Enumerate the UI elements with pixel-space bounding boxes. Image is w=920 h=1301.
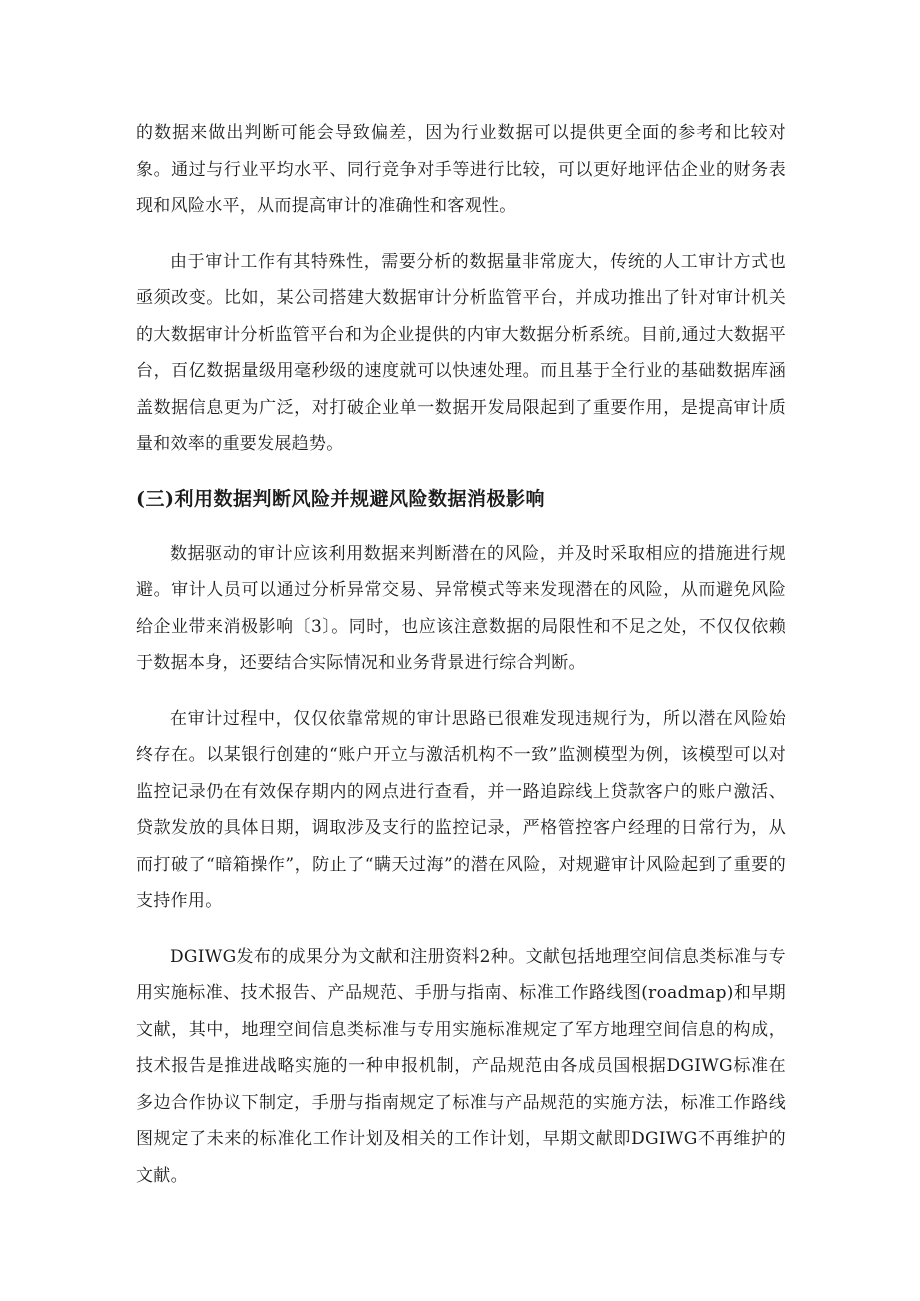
document-body: [136, 115, 786, 1194]
paragraph-risk-judgment: 数据驱动的审计应该利用数据来判断潜在的风险，并及时采取相应的措施进行规避。审计人员可以通过分析异常交易、异常模式等来发现潜在的风险，从而避免风险给企业带来消极影响〔3〕。同时，也应该注意数据的局限性和不足之处，不仅仅依赖于数据本身，还要结合实际情况和业务背景进行综合判断。: [136, 543, 786, 673]
paragraph-continued: 的数据来做出判断可能会导致偏差，因为行业数据可以提供更全面的参考和比较对象。通过与行业平均水平、同行竞争对手等进行比较，可以更好地评估企业的财务表现和风险水平，从而提高审计的准确性和客观性。: [136, 123, 786, 216]
paragraph-dgiwg: DGIWG发布的成果分为文献和注册资料2种。文献包括地理空间信息类标准与专用实施标准、技术报告、产品规范、手册与指南、标准工作路线图(roadmap)和早期文献，其中，地理空间信息类标准与专用实施标准规定了军方地理空间信息的构成，技术报告是推进战略实施的一种申报机制，产品规范由各成员国根据DGIWG标准在多边合作协议下制定，手册与指南规定了标准与产品规范的实施方法，标准工作路线图规定了未来的标准化工作计划及相关的工作计划，早期文献即DGIWG不再维护的文献。: [136, 946, 786, 1186]
paragraph-audit-platform: 由于审计工作有其特殊性，需要分析的数据量非常庞大，传统的人工审计方式也亟须改变。比如，某公司搭建大数据审计分析监管平台，并成功推出了针对审计机关的大数据审计分析监管平台和为企业提供的内审大数据分析系统。目前,通过大数据平台，百亿数据量级用毫秒级的速度就可以快速处理。而且基于全行业的基础数据库涵盖数据信息更为广泛，对打破企业单一数据开发局限起到了重要作用，是提高审计质量和效率的重要发展趋势。: [136, 251, 786, 454]
section-heading: (三)利用数据判断风险并规避风险数据消极影响: [136, 487, 545, 510]
paragraph-bank-model: 在审计过程中，仅仅依靠常规的审计思路已很难发现违规行为，所以潜在风险始终存在。以某银行创建的“账户开立与激活机构不一致”监测模型为例，该模型可以对监控记录仍在有效保存期内的网点进行查看，并一路追踪线上贷款客户的账户激活、贷款发放的具体日期，调取涉及支行的监控记录，严格管控客户经理的日常行为，从而打破了“暗箱操作”，防止了“瞒天过海”的潜在风险，对规避审计风险起到了重要的支持作用。: [136, 708, 786, 911]
